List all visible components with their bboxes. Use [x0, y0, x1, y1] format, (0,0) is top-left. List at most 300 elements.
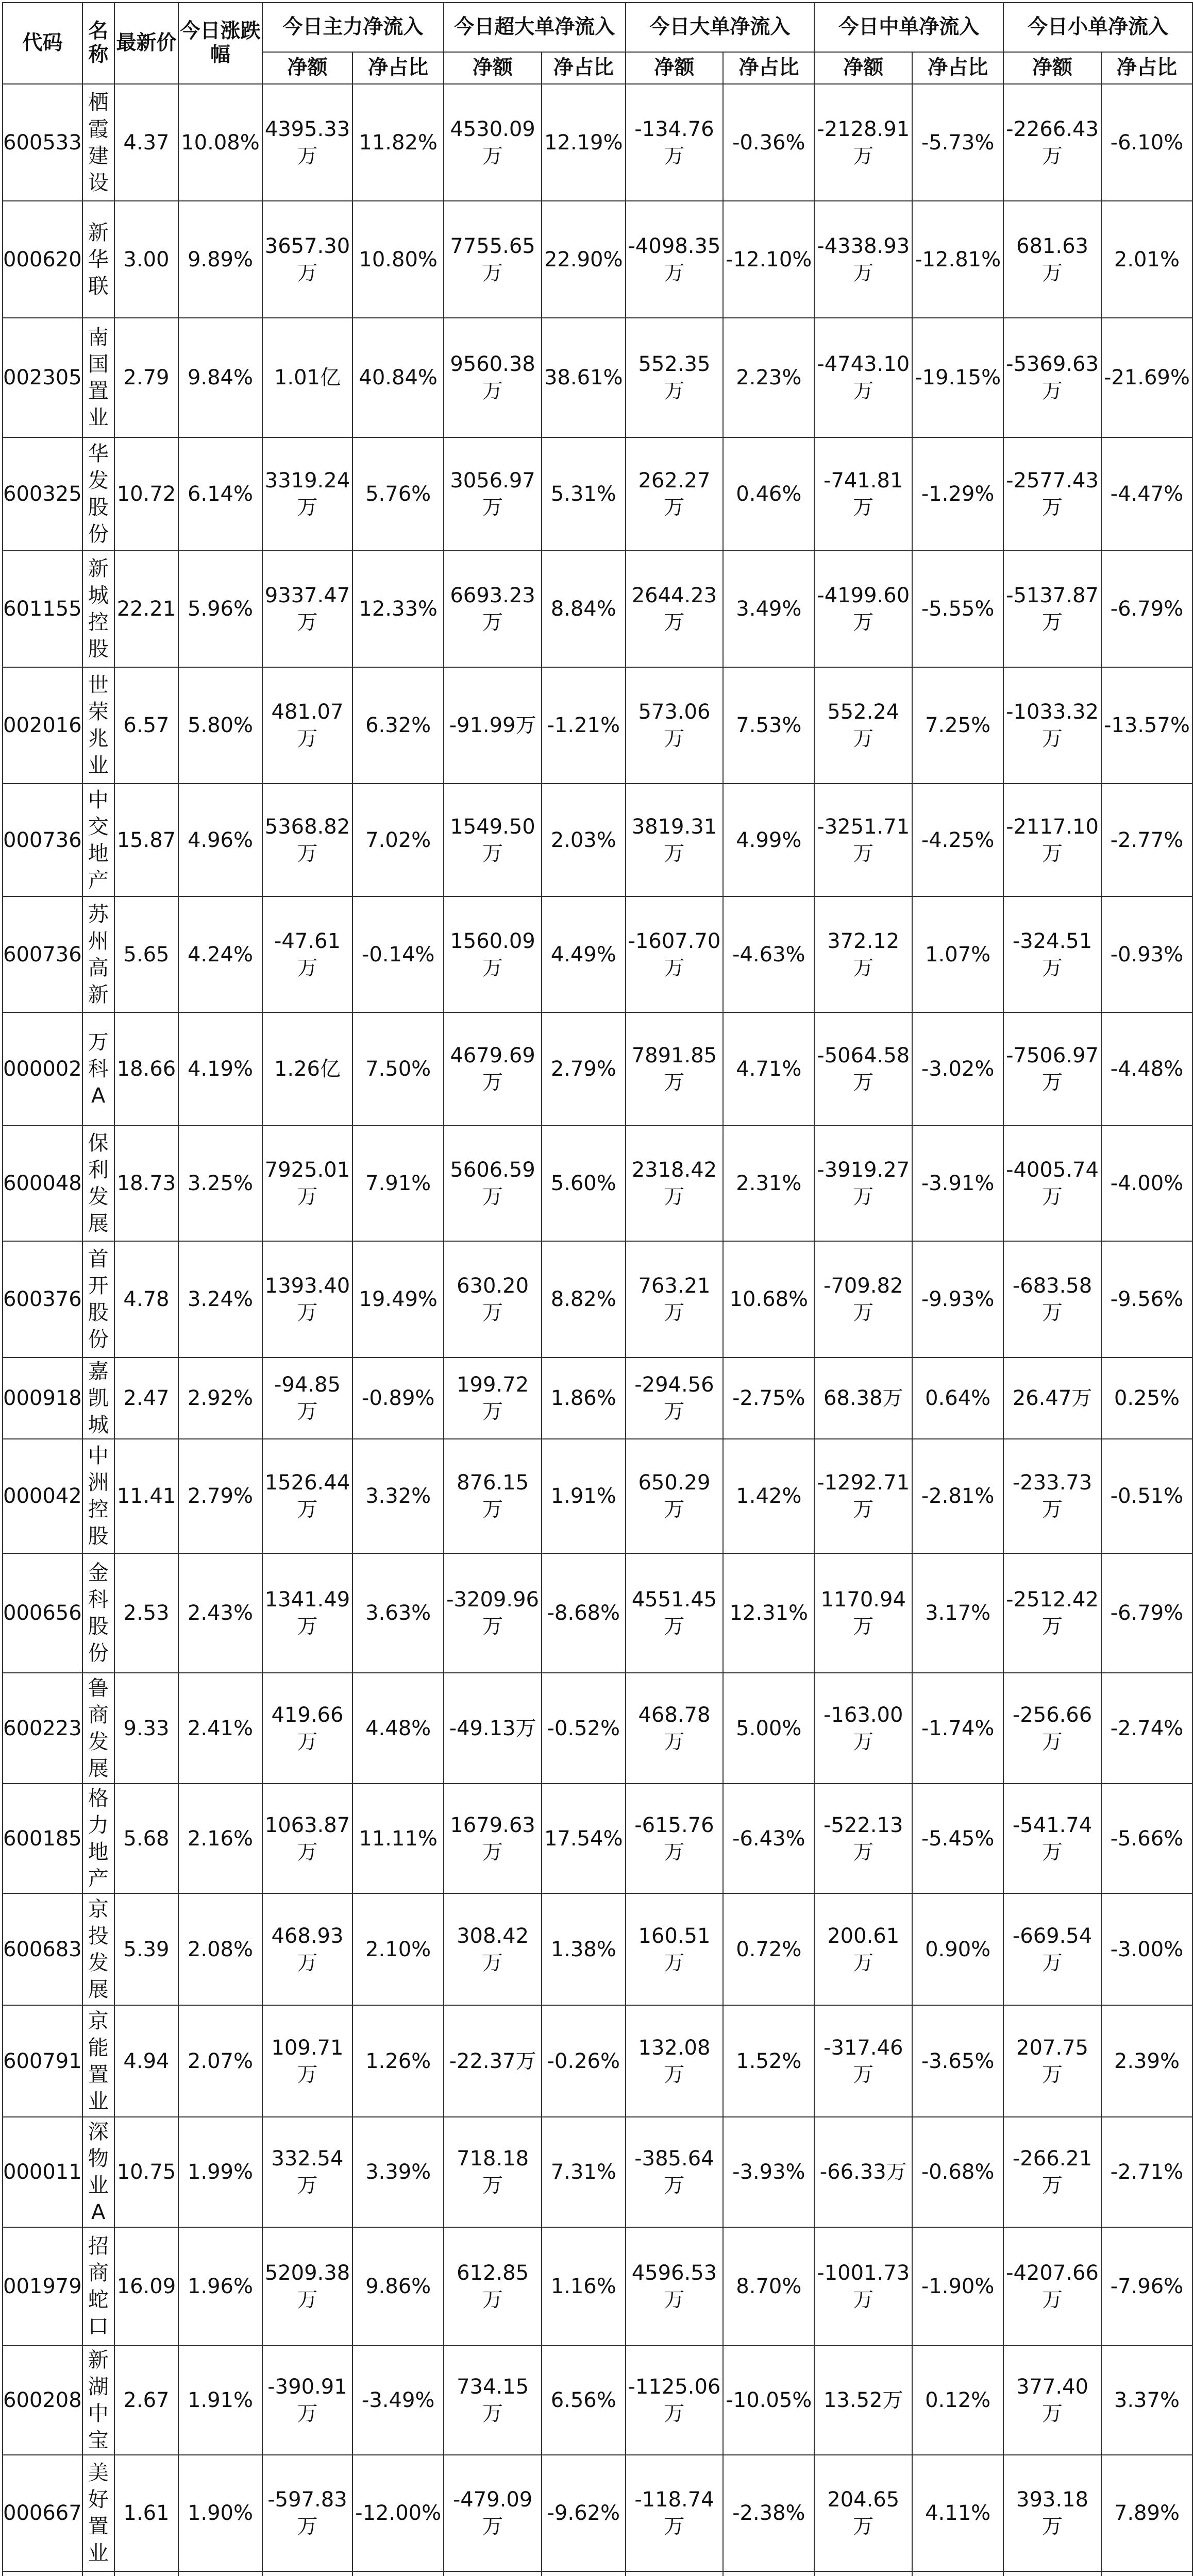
cell-code: 000011 — [3, 2117, 82, 2227]
cell-super-net: 7755.65万 — [444, 201, 542, 318]
cell-main-net: 468.93万 — [262, 1893, 352, 2005]
cell-main-net: 5368.82万 — [262, 784, 352, 896]
cell-large-ratio: 4.71% — [723, 1012, 814, 1126]
cell-small-net: -2577.43万 — [1003, 437, 1101, 551]
cell-large-ratio: 3.49% — [723, 551, 814, 667]
cell-large-net: 4596.53万 — [626, 2227, 724, 2346]
table-row — [3, 1358, 1192, 1439]
table-row — [3, 896, 1192, 1012]
cell-main-ratio: 7.02% — [352, 784, 444, 896]
cell-super-ratio: 1.86% — [542, 1358, 626, 1439]
cell-small-ratio: -4.00% — [1101, 1126, 1192, 1241]
cell-small-net: -4005.74万 — [1003, 1126, 1101, 1241]
cell-medium-ratio: -1.74% — [912, 1673, 1003, 1784]
cell-main-net — [262, 2571, 352, 2576]
cell-medium-net: -709.82万 — [814, 1241, 912, 1358]
cell-code: 000918 — [3, 1358, 82, 1439]
cell-super-net: 734.15万 — [444, 2346, 542, 2455]
cell-main-net: 419.66万 — [262, 1673, 352, 1784]
cell-main-net: 1526.44万 — [262, 1439, 352, 1553]
cell-name: 深物业A — [82, 2117, 114, 2227]
cell-price: 6.57 — [114, 667, 179, 784]
cell-change: 3.24% — [178, 1241, 262, 1358]
table-row — [3, 318, 1192, 437]
cell-price: 5.39 — [114, 1893, 179, 2005]
cell-main-net: 7925.01万 — [262, 1126, 352, 1241]
cell-main-net: 9337.47万 — [262, 551, 352, 667]
cell-large-net: -4098.35万 — [626, 201, 724, 318]
cell-change: 4.19% — [178, 1012, 262, 1126]
cell-code: 002016 — [3, 667, 82, 784]
cell-medium-ratio: 1.07% — [912, 896, 1003, 1012]
cell-main-ratio: 1.26% — [352, 2005, 444, 2117]
cell-large-ratio: 1.42% — [723, 1439, 814, 1553]
cell-medium-net: 68.38万 — [814, 1358, 912, 1439]
cell-large-net: 132.08万 — [626, 2005, 724, 2117]
cell-main-ratio: 12.33% — [352, 551, 444, 667]
cell-main-ratio: 7.50% — [352, 1012, 444, 1126]
cell-super-ratio: 8.82% — [542, 1241, 626, 1358]
table-row — [3, 2005, 1192, 2117]
cell-main-net: 5209.38万 — [262, 2227, 352, 2346]
cell-large-net: 2644.23万 — [626, 551, 724, 667]
cell-change: 2.79% — [178, 1439, 262, 1553]
cell-large-ratio: 0.72% — [723, 1893, 814, 2005]
cell-medium-net: 13.52万 — [814, 2346, 912, 2455]
cell-change: 4.96% — [178, 784, 262, 896]
cell-price: 15.87 — [114, 784, 179, 896]
table-row — [3, 1241, 1192, 1358]
cell-change: 2.08% — [178, 1893, 262, 2005]
cell-small-net: 26.47万 — [1003, 1358, 1101, 1439]
cell-main-net: 481.07万 — [262, 667, 352, 784]
cell-main-net: 1.01亿 — [262, 318, 352, 437]
header-name: 名称 — [82, 3, 114, 84]
cell-price: 18.66 — [114, 1012, 179, 1126]
cell-small-ratio — [1101, 2571, 1192, 2576]
cell-price: 2.47 — [114, 1358, 179, 1439]
cell-small-ratio: -2.71% — [1101, 2117, 1192, 2227]
cell-super-ratio: 22.90% — [542, 201, 626, 318]
cell-medium-ratio: 0.64% — [912, 1358, 1003, 1439]
cell-super-ratio: 38.61% — [542, 318, 626, 437]
header-medium-net: 净额 — [814, 52, 912, 84]
cell-super-net: 308.42万 — [444, 1893, 542, 2005]
cell-price: 2.79 — [114, 318, 179, 437]
cell-change: 10.08% — [178, 84, 262, 201]
cell-price: 4.94 — [114, 2005, 179, 2117]
cell-super-ratio: -1.21% — [542, 667, 626, 784]
cell-small-ratio: -6.79% — [1101, 1553, 1192, 1673]
cell-medium-ratio: -3.65% — [912, 2005, 1003, 2117]
cell-small-net: -4207.66万 — [1003, 2227, 1101, 2346]
cell-medium-net: -1292.71万 — [814, 1439, 912, 1553]
cell-medium-ratio: 0.12% — [912, 2346, 1003, 2455]
cell-large-ratio: 2.23% — [723, 318, 814, 437]
cell-large-net: -615.76万 — [626, 1784, 724, 1893]
table-row — [3, 201, 1192, 318]
cell-medium-net: 204.65万 — [814, 2455, 912, 2571]
cell-super-net: -22.37万 — [444, 2005, 542, 2117]
header-super-net: 净额 — [444, 52, 542, 84]
cell-medium-ratio: -1.29% — [912, 437, 1003, 551]
cell-super-net: 612.85万 — [444, 2227, 542, 2346]
cell-code: 000736 — [3, 784, 82, 896]
cell-small-ratio: -13.57% — [1101, 667, 1192, 784]
cell-medium-ratio: -5.45% — [912, 1784, 1003, 1893]
cell-code: 600048 — [3, 1126, 82, 1241]
cell-medium-net: -3251.71万 — [814, 784, 912, 896]
cell-super-net: 1679.63万 — [444, 1784, 542, 1893]
cell-code: 600791 — [3, 2005, 82, 2117]
cell-price: 5.68 — [114, 1784, 179, 1893]
cell-small-net: -2266.43万 — [1003, 84, 1101, 201]
cell-large-ratio: 4.99% — [723, 784, 814, 896]
cell-large-ratio: 7.53% — [723, 667, 814, 784]
cell-main-ratio: 2.10% — [352, 1893, 444, 2005]
cell-medium-net: -3919.27万 — [814, 1126, 912, 1241]
cell-main-ratio: 11.11% — [352, 1784, 444, 1893]
cell-large-net: 650.29万 — [626, 1439, 724, 1553]
cell-large-net: 2318.42万 — [626, 1126, 724, 1241]
cell-medium-net: 552.24万 — [814, 667, 912, 784]
table-row — [3, 1012, 1192, 1126]
cell-large-net: 7891.85万 — [626, 1012, 724, 1126]
cell-super-net: 9560.38万 — [444, 318, 542, 437]
cell-main-net: 332.54万 — [262, 2117, 352, 2227]
cell-medium-net: -2128.91万 — [814, 84, 912, 201]
cell-small-ratio: -3.00% — [1101, 1893, 1192, 2005]
cell-main-net: -47.61万 — [262, 896, 352, 1012]
cell-main-ratio: 10.80% — [352, 201, 444, 318]
cell-change: 4.24% — [178, 896, 262, 1012]
cell-medium-net: -4199.60万 — [814, 551, 912, 667]
cell-super-net: -91.99万 — [444, 667, 542, 784]
cell-code: 600185 — [3, 1784, 82, 1893]
cell-name: 新城控股 — [82, 551, 114, 667]
cell-change: 2.92% — [178, 1358, 262, 1439]
cell-super-ratio: 2.03% — [542, 784, 626, 896]
cell-price: 16.09 — [114, 2227, 179, 2346]
cell-main-ratio: 11.82% — [352, 84, 444, 201]
cell-large-net: 573.06万 — [626, 667, 724, 784]
cell-small-net: 377.40万 — [1003, 2346, 1101, 2455]
cell-change: 1.96% — [178, 2227, 262, 2346]
cell-large-ratio: 5.00% — [723, 1673, 814, 1784]
cell-main-ratio — [352, 2571, 444, 2576]
cell-super-ratio: 7.31% — [542, 2117, 626, 2227]
cell-medium-ratio: -3.02% — [912, 1012, 1003, 1126]
header-super-ratio: 净占比 — [542, 52, 626, 84]
cell-small-net: -669.54万 — [1003, 1893, 1101, 2005]
cell-medium-net: -741.81万 — [814, 437, 912, 551]
cell-medium-net: 200.61万 — [814, 1893, 912, 2005]
cell-main-net: 109.71万 — [262, 2005, 352, 2117]
cell-medium-ratio: -1.90% — [912, 2227, 1003, 2346]
cell-main-net: 4395.33万 — [262, 84, 352, 201]
cell-price: 5.65 — [114, 896, 179, 1012]
cell-small-net: 681.63万 — [1003, 201, 1101, 318]
cell-super-ratio: -0.52% — [542, 1673, 626, 1784]
header-small-inflow: 今日小单净流入 — [1003, 3, 1192, 52]
cell-small-ratio: 2.01% — [1101, 201, 1192, 318]
cell-super-ratio: 5.31% — [542, 437, 626, 551]
cell-name: 金科股份 — [82, 1553, 114, 1673]
table-row — [3, 2571, 1192, 2576]
cell-main-ratio: -0.89% — [352, 1358, 444, 1439]
cell-small-ratio: -4.48% — [1101, 1012, 1192, 1126]
cell-name: 京投发展 — [82, 1893, 114, 2005]
cell-main-ratio: 3.32% — [352, 1439, 444, 1553]
cell-large-net: -294.56万 — [626, 1358, 724, 1439]
cell-super-ratio: 1.16% — [542, 2227, 626, 2346]
cell-large-net: -118.74万 — [626, 2455, 724, 2571]
table-body — [3, 84, 1192, 2576]
cell-medium-ratio: -4.25% — [912, 784, 1003, 896]
cell-medium-ratio — [912, 2571, 1003, 2576]
cell-main-ratio: 7.91% — [352, 1126, 444, 1241]
header-main-net: 净额 — [262, 52, 352, 84]
cell-large-ratio: 2.31% — [723, 1126, 814, 1241]
cell-large-ratio: 12.31% — [723, 1553, 814, 1673]
cell-code: 600223 — [3, 1673, 82, 1784]
cell-small-ratio: -21.69% — [1101, 318, 1192, 437]
cell-super-net: -479.09万 — [444, 2455, 542, 2571]
cell-large-ratio: -6.43% — [723, 1784, 814, 1893]
cell-name: 世荣兆业 — [82, 667, 114, 784]
table-row — [3, 437, 1192, 551]
table-row — [3, 1126, 1192, 1241]
cell-change: 2.16% — [178, 1784, 262, 1893]
cell-super-net — [444, 2571, 542, 2576]
cell-small-ratio: 3.37% — [1101, 2346, 1192, 2455]
cell-super-net: 1560.09万 — [444, 896, 542, 1012]
cell-small-net: -683.58万 — [1003, 1241, 1101, 1358]
cell-small-net: -5369.63万 — [1003, 318, 1101, 437]
cell-large-net: -134.76万 — [626, 84, 724, 201]
cell-large-net: 468.78万 — [626, 1673, 724, 1784]
cell-change: 3.25% — [178, 1126, 262, 1241]
cell-main-ratio: 40.84% — [352, 318, 444, 437]
cell-small-net: -266.21万 — [1003, 2117, 1101, 2227]
cell-large-net — [626, 2571, 724, 2576]
cell-large-net: -1125.06万 — [626, 2346, 724, 2455]
header-large-ratio: 净占比 — [723, 52, 814, 84]
cell-main-ratio: -12.00% — [352, 2455, 444, 2571]
cell-small-ratio: -7.96% — [1101, 2227, 1192, 2346]
cell-large-ratio — [723, 2571, 814, 2576]
cell-code: 000667 — [3, 2455, 82, 2571]
cell-super-ratio — [542, 2571, 626, 2576]
cell-small-ratio: -0.51% — [1101, 1439, 1192, 1553]
cell-small-net: 393.18万 — [1003, 2455, 1101, 2571]
cell-code: 000042 — [3, 1439, 82, 1553]
cell-medium-ratio: -12.81% — [912, 201, 1003, 318]
cell-small-net: -2117.10万 — [1003, 784, 1101, 896]
cell-main-ratio: 3.39% — [352, 2117, 444, 2227]
cell-medium-net: -66.33万 — [814, 2117, 912, 2227]
cell-large-net: 552.35万 — [626, 318, 724, 437]
cell-medium-ratio: 4.11% — [912, 2455, 1003, 2571]
cell-change: 5.80% — [178, 667, 262, 784]
cell-name: 嘉凯城 — [82, 1358, 114, 1439]
cell-price: 10.75 — [114, 2117, 179, 2227]
cell-main-ratio: 9.86% — [352, 2227, 444, 2346]
table-row — [3, 2117, 1192, 2227]
cell-small-net: -1033.32万 — [1003, 667, 1101, 784]
cell-large-net: 3819.31万 — [626, 784, 724, 896]
cell-small-ratio: 0.25% — [1101, 1358, 1192, 1439]
cell-medium-net: 1170.94万 — [814, 1553, 912, 1673]
cell-change: 2.07% — [178, 2005, 262, 2117]
cell-small-ratio: -6.79% — [1101, 551, 1192, 667]
cell-code: 600683 — [3, 1893, 82, 2005]
cell-medium-ratio: -19.15% — [912, 318, 1003, 437]
cell-large-ratio: 8.70% — [723, 2227, 814, 2346]
cell-medium-ratio: -0.68% — [912, 2117, 1003, 2227]
cell-change: 1.90% — [178, 2455, 262, 2571]
cell-super-net: 630.20万 — [444, 1241, 542, 1358]
cell-main-net: -94.85万 — [262, 1358, 352, 1439]
cell-name: 招商蛇口 — [82, 2227, 114, 2346]
cell-name: 华发股份 — [82, 437, 114, 551]
cell-change: 6.14% — [178, 437, 262, 551]
cell-medium-ratio: 7.25% — [912, 667, 1003, 784]
cell-change: 1.99% — [178, 2117, 262, 2227]
cell-medium-ratio: 3.17% — [912, 1553, 1003, 1673]
cell-price — [114, 2571, 179, 2576]
cell-super-ratio: 6.56% — [542, 2346, 626, 2455]
cell-small-net: -324.51万 — [1003, 896, 1101, 1012]
cell-name: 中交地产 — [82, 784, 114, 896]
cell-price: 3.00 — [114, 201, 179, 318]
cell-small-net: -5137.87万 — [1003, 551, 1101, 667]
cell-name: 首开股份 — [82, 1241, 114, 1358]
header-medium-ratio: 净占比 — [912, 52, 1003, 84]
cell-small-net: -7506.97万 — [1003, 1012, 1101, 1126]
cell-medium-ratio: -5.73% — [912, 84, 1003, 201]
cell-small-ratio: -4.47% — [1101, 437, 1192, 551]
table-row — [3, 1893, 1192, 2005]
table-row — [3, 2227, 1192, 2346]
cell-code: 000620 — [3, 201, 82, 318]
cell-small-ratio: -9.56% — [1101, 1241, 1192, 1358]
header-super-inflow: 今日超大单净流入 — [444, 3, 625, 52]
cell-medium-net: -1001.73万 — [814, 2227, 912, 2346]
cell-large-net: 262.27万 — [626, 437, 724, 551]
cell-name: 保利发展 — [82, 1126, 114, 1241]
table-row — [3, 1673, 1192, 1784]
cell-code: 000656 — [3, 1553, 82, 1673]
cell-code: 600208 — [3, 2346, 82, 2455]
header-code: 代码 — [3, 3, 82, 84]
cell-change: 2.41% — [178, 1673, 262, 1784]
cell-name: 京能置业 — [82, 2005, 114, 2117]
cell-super-ratio: 12.19% — [542, 84, 626, 201]
cell-change: 5.96% — [178, 551, 262, 667]
cell-super-net: 718.18万 — [444, 2117, 542, 2227]
cell-main-ratio: 4.48% — [352, 1673, 444, 1784]
cell-code: 001979 — [3, 2227, 82, 2346]
header-small-net: 净额 — [1003, 52, 1101, 84]
cell-small-net: -256.66万 — [1003, 1673, 1101, 1784]
header-large-inflow: 今日大单净流入 — [626, 3, 815, 52]
cell-name: 新华联 — [82, 201, 114, 318]
header-change: 今日涨跌幅 — [178, 3, 262, 84]
cell-price: 2.53 — [114, 1553, 179, 1673]
cell-super-ratio: 1.38% — [542, 1893, 626, 2005]
cell-small-ratio: -2.77% — [1101, 784, 1192, 896]
cell-large-ratio: 0.46% — [723, 437, 814, 551]
cell-super-ratio: 4.49% — [542, 896, 626, 1012]
fund-flow-table — [2, 2, 1193, 2576]
table-row — [3, 84, 1192, 201]
table-row — [3, 1553, 1192, 1673]
cell-super-net: 199.72万 — [444, 1358, 542, 1439]
cell-super-net: 4679.69万 — [444, 1012, 542, 1126]
cell-change: 1.91% — [178, 2346, 262, 2455]
cell-super-net: 4530.09万 — [444, 84, 542, 201]
cell-super-net: 5606.59万 — [444, 1126, 542, 1241]
cell-large-net: -385.64万 — [626, 2117, 724, 2227]
cell-super-ratio: 2.79% — [542, 1012, 626, 1126]
cell-name — [82, 2571, 114, 2576]
cell-medium-ratio: 0.90% — [912, 1893, 1003, 2005]
cell-medium-ratio: -3.91% — [912, 1126, 1003, 1241]
cell-super-net: 1549.50万 — [444, 784, 542, 896]
table-row — [3, 2346, 1192, 2455]
cell-code: 000002 — [3, 1012, 82, 1126]
cell-name: 栖霞建设 — [82, 84, 114, 201]
cell-super-net: -3209.96万 — [444, 1553, 542, 1673]
cell-price: 4.37 — [114, 84, 179, 201]
cell-large-ratio: -12.10% — [723, 201, 814, 318]
cell-main-net: -597.83万 — [262, 2455, 352, 2571]
cell-code: 600533 — [3, 84, 82, 201]
cell-large-net: -1607.70万 — [626, 896, 724, 1012]
cell-medium-net: -4338.93万 — [814, 201, 912, 318]
cell-large-ratio: -2.75% — [723, 1358, 814, 1439]
cell-change: 2.43% — [178, 1553, 262, 1673]
cell-large-net: 763.21万 — [626, 1241, 724, 1358]
table-row — [3, 1439, 1192, 1553]
cell-main-ratio: 5.76% — [352, 437, 444, 551]
cell-main-net: 1063.87万 — [262, 1784, 352, 1893]
cell-change: 9.84% — [178, 318, 262, 437]
cell-main-net: 1.26亿 — [262, 1012, 352, 1126]
cell-small-ratio: -0.93% — [1101, 896, 1192, 1012]
cell-large-net: 160.51万 — [626, 1893, 724, 2005]
cell-name: 新湖中宝 — [82, 2346, 114, 2455]
table-row — [3, 784, 1192, 896]
cell-name: 鲁商发展 — [82, 1673, 114, 1784]
cell-main-net: 3657.30万 — [262, 201, 352, 318]
cell-medium-net: -317.46万 — [814, 2005, 912, 2117]
cell-price: 10.72 — [114, 437, 179, 551]
cell-small-net — [1003, 2571, 1101, 2576]
cell-large-ratio: -4.63% — [723, 896, 814, 1012]
table-row — [3, 667, 1192, 784]
cell-super-ratio: -0.26% — [542, 2005, 626, 2117]
cell-small-ratio: -6.10% — [1101, 84, 1192, 201]
cell-super-ratio: 8.84% — [542, 551, 626, 667]
cell-small-net: -541.74万 — [1003, 1784, 1101, 1893]
cell-main-net: 1393.40万 — [262, 1241, 352, 1358]
cell-super-ratio: 1.91% — [542, 1439, 626, 1553]
cell-small-net: -233.73万 — [1003, 1439, 1101, 1553]
cell-price: 22.21 — [114, 551, 179, 667]
cell-medium-ratio: -9.93% — [912, 1241, 1003, 1358]
